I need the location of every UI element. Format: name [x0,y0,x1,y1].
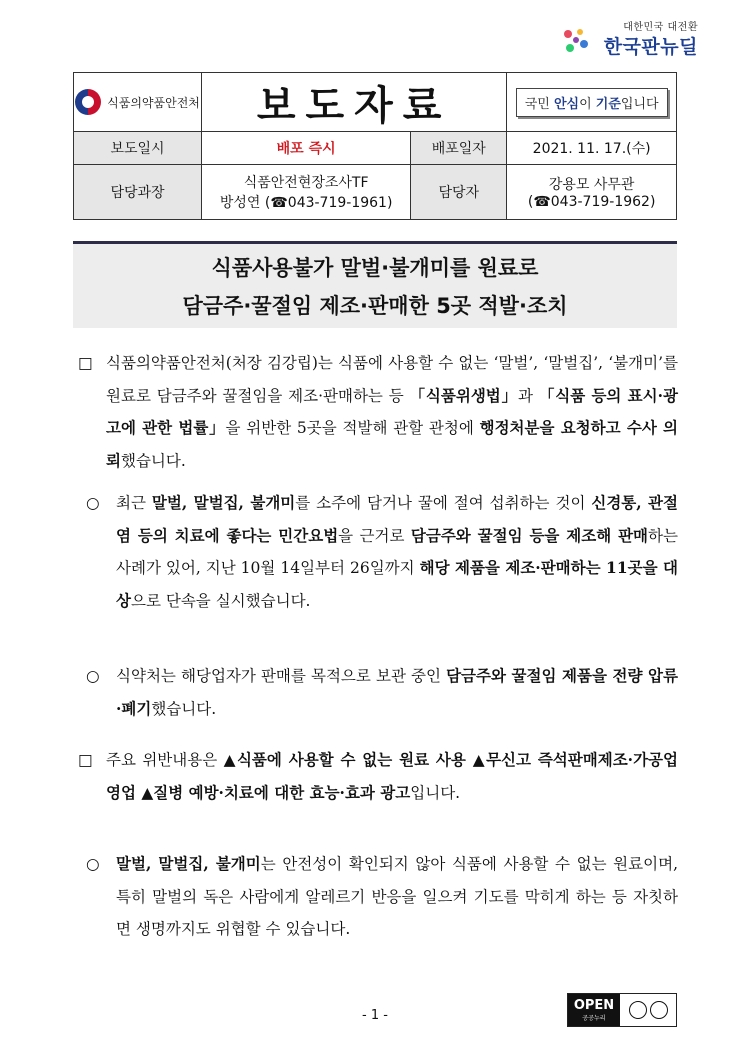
body-text: 으로 단속을 실시했습니다. [130,591,311,610]
press-title-cell [202,73,507,132]
open-label: OPEN 공공누리 [568,994,620,1026]
department-value: 식품안전현장조사TF 방성연 (☎043-719-1961) [202,165,411,220]
emphasis-text: 「식품위생법」 [409,385,519,405]
body-text: 과 [518,386,539,405]
body-text: 식품의약품안전처(처장 김강립)는 식품에 사용할 수 없는 ‘말벌’, ‘말벌집’, ‘불개미’를 원료로 담금주와 꿀절임을 제조·판매하는 등 [106,354,678,405]
body-text: 식약처는 해당업자가 판매를 목적으로 보관 중인 [116,667,447,685]
release-value: 배포 즉시 [202,132,411,165]
paragraph-5 [78,848,678,946]
logo-title: 한국판뉴딜 [603,36,698,58]
agency-cell [74,73,202,132]
new-deal-star-icon [558,26,592,56]
paragraph-text [106,347,678,477]
agency-name: 식품의약품안전처 [107,95,200,110]
release-label: 보도일시 [74,132,202,165]
distribution-date: 2021. 11. 17.(수) [507,132,677,165]
body-text: 최근 [116,494,152,512]
paragraph-3 [78,660,678,725]
body-text: 했습니다. [151,699,217,718]
headline-line1: 식품사용불가 말벌·불개미를 원료로 [211,256,539,280]
body-text: 을 위반한 5곳을 적발해 관할 관청에 [225,419,480,437]
page-number: - 1 - [362,1008,388,1023]
emphasis-text: 담금주와 꿀절임 등을 제조해 판매 [410,525,649,545]
slogan-cell [507,73,677,132]
paragraph-text [116,660,678,725]
emphasis-text: 행정처분을 요청하고 수사 의뢰 [106,418,678,470]
emphasis-text: 「식품 등의 표시·광고에 관한 법률」 [106,385,679,437]
paragraph-2 [78,487,678,617]
square-bullet: □ [78,751,93,769]
body-text: 주요 위반내용은 [106,751,224,769]
circle-bullet: ○ [86,667,100,685]
paragraph-text [116,848,678,946]
square-bullet: □ [78,354,93,372]
press-header-table [73,72,677,220]
attribution-icon [629,1001,647,1019]
distribution-label: 배포일자 [411,132,507,165]
body-text: 를 소주에 담거나 꿀에 절여 섭취하는 것이 [295,494,592,512]
paragraph-1 [78,347,678,477]
slogan-badge: 국민 안심이 기준입니다 [516,88,668,117]
body-text: 했습니다. [120,451,186,470]
non-commercial-icon [650,1001,668,1019]
open-license-badge [567,993,677,1027]
body-text: 는 안전성이 확인되지 않아 식품에 사용할 수 없는 원료이며, 특히 말벌의 독은 사람에게 알레르기 반응을 일으켜 기도를 막히게 하는 등 자칫하면 생명까지도 위협할 수 있습니다. [116,855,678,938]
body-text: 하는 사례가 있어, 지난 10월 14일부터 26일까지 [116,526,678,577]
body-text: 을 근거로 [338,526,411,545]
page-title: 보도자료 [256,82,452,129]
logo-subtitle: 대한민국 대전환 [623,22,698,33]
emphasis-text: 말벌, 말벌집, 불개미 [116,854,261,873]
emphasis-text: 말벌, 말벌집, 불개미 [151,493,296,512]
circle-bullet: ○ [86,855,100,873]
circle-bullet: ○ [86,494,100,512]
emphasis-text: ▲식품에 사용할 수 없는 원료 사용 ▲무신고 즉석판매제조·가공업 영업 ▲질병 예방·치료에 대한 효능·효과 광고 [106,750,678,802]
paragraph-text [106,744,678,809]
headline-box [73,241,677,328]
contact-label: 담당자 [411,165,507,220]
korean-new-deal-logo [558,14,698,58]
paragraph-text [116,487,678,617]
body-text: 입니다. [410,783,461,802]
emphasis-text: 신경통, 관절염 등의 치료에 좋다는 민간요법 [116,493,679,545]
headline-line2: 담금주·꿀절임 제조·판매한 5곳 적발·조치 [182,294,568,318]
department-label: 담당과장 [74,165,202,220]
contact-value: 강용모 사무관 (☎043-719-1962) [507,165,677,220]
government-emblem-icon [75,89,101,115]
emphasis-text: 해당 제품을 제조·판매하는 11곳을 대상 [116,558,678,610]
emphasis-text: 담금주와 꿀절임 제품을 전량 압류·폐기 [116,666,678,718]
paragraph-4 [78,744,678,809]
